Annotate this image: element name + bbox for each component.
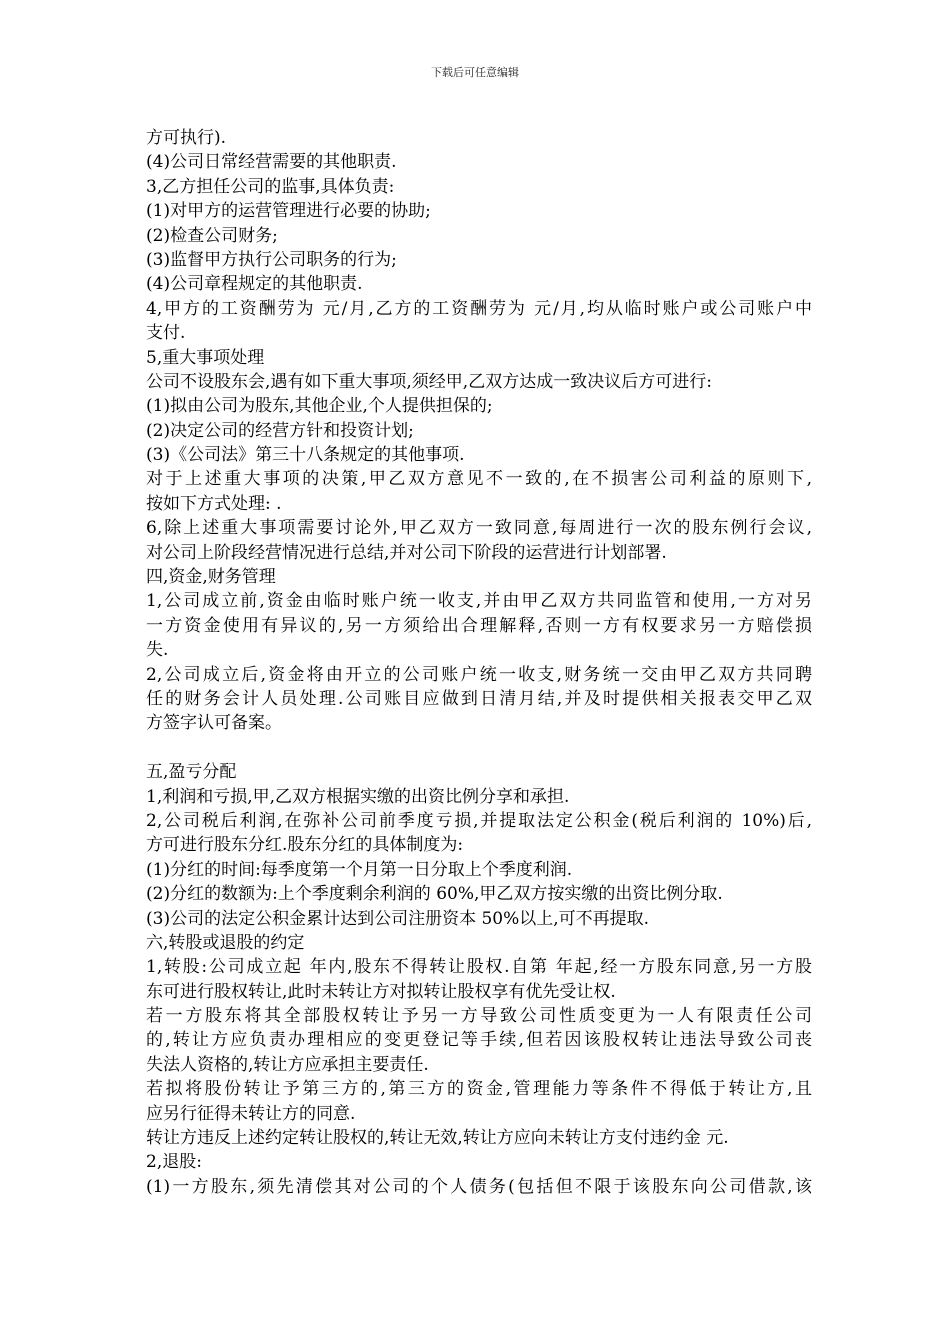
text-line: 任的财务会计人员处理.公司账目应做到日清月结,并及时提供相关报表交甲乙双 (146, 688, 812, 709)
text-line: 转让方违反上述约定转让股权的,转让无效,转让方应向未转让方支付违约金 元. (146, 1128, 729, 1149)
text-line: 若一方股东将其全部股权转让予另一方导致公司性质变更为一人有限责任公司 (146, 1006, 812, 1027)
text-line: (4)公司章程规定的其他职责. (146, 274, 363, 295)
text-line: 2,公司成立后,资金将由开立的公司账户统一收支,财务统一交由甲乙双方共同聘 (146, 664, 812, 685)
blank-line (146, 736, 812, 760)
text-line: 的,转让方应负责办理相应的变更登记等手续,但若因该股权转让违法导致公司丧 (146, 1030, 812, 1051)
text-line: (1)拟由公司为股东,其他企业,个人提供担保的; (146, 396, 493, 417)
text-line: 一方资金使用有异议的,另一方须给出合理解释,否则一方有权要求另一方赔偿损 (146, 615, 812, 636)
text-line: 方可执行). (146, 128, 227, 148)
text-line: 若拟将股份转让予第三方的,第三方的资金,管理能力等条件不得低于转让方,且 (146, 1079, 812, 1100)
text-line: (2)检查公司财务; (146, 225, 278, 246)
text-line: (1)对甲方的运营管理进行必要的协助; (146, 201, 431, 222)
section-heading: 六,转股或退股的约定 (146, 932, 305, 953)
text-line: 4,甲方的工资酬劳为 元/月,乙方的工资酬劳为 元/月,均从临时账户或公司账户中 (146, 298, 812, 319)
text-line: 方可进行股东分红.股东分红的具体制度为: (146, 835, 464, 856)
text-line: 对公司上阶段经营情况进行总结,并对公司下阶段的运营进行计划部署. (146, 542, 667, 563)
text-line: (1)分红的时间:每季度第一个月第一日分取上个季度利润. (146, 859, 573, 880)
page-header: 下载后可任意编辑 (431, 66, 519, 79)
text-line: (1)一方股东,须先清偿其对公司的个人债务(包括但不限于该股东向公司借款,该 (146, 1176, 812, 1197)
text-line: 方签字认可备案。 (146, 713, 282, 734)
section-heading: 四,资金,财务管理 (146, 567, 276, 588)
text-line: 1,公司成立前,资金由临时账户统一收支,并由甲乙双方共同监管和使用,一方对另 (146, 591, 812, 612)
text-line: (3)监督甲方执行公司职务的行为; (146, 249, 397, 270)
text-line: (2)决定公司的经营方针和投资计划; (146, 420, 414, 441)
text-line: 东可进行股权转让,此时未转让方对拟转让股权享有优先受让权. (146, 981, 616, 1002)
text-line: 2,退股: (146, 1152, 202, 1173)
text-line: 3,乙方担任公司的监事,具体负责: (146, 176, 395, 197)
text-line: 支付. (146, 323, 186, 344)
text-line: (3)《公司法》第三十八条规定的其他事项. (146, 445, 465, 466)
text-line: 失. (146, 640, 169, 661)
section-heading: 5,重大事项处理 (146, 347, 265, 368)
text-line: 对于上述重大事项的决策,甲乙双方意见不一致的,在不损害公司利益的原则下, (146, 469, 812, 490)
text-line: (3)公司的法定公积金累计达到公司注册资本 50%以上,可不再提取. (146, 908, 650, 929)
text-line: 6,除上述重大事项需要讨论外,甲乙双方一致同意,每周进行一次的股东例行会议, (146, 518, 812, 539)
text-line: 1,转股:公司成立起 年内,股东不得转让股权.自第 年起,经一方股东同意,另一方股 (146, 957, 812, 978)
text-line: 公司不设股东会,遇有如下重大事项,须经甲,乙双方达成一致决议后方可进行: (146, 371, 712, 392)
text-line: 按如下方式处理: . (146, 493, 282, 514)
section-heading: 五,盈亏分配 (146, 762, 237, 783)
document-body (146, 126, 812, 1199)
text-line: (4)公司日常经营需要的其他职责. (146, 152, 397, 173)
text-line: 2,公司税后利润,在弥补公司前季度亏损,并提取法定公积金(税后利润的 10%)后, (146, 810, 812, 831)
text-line: 1,利润和亏损,甲,乙双方根据实缴的出资比例分享和承担. (146, 786, 570, 807)
text-line: 应另行征得未转让方的同意. (146, 1103, 356, 1124)
text-line: 失法人资格的,转让方应承担主要责任. (146, 1054, 429, 1075)
text-line: (2)分红的数额为:上个季度剩余利润的 60%,甲乙双方按实缴的出资比例分取. (146, 884, 723, 905)
